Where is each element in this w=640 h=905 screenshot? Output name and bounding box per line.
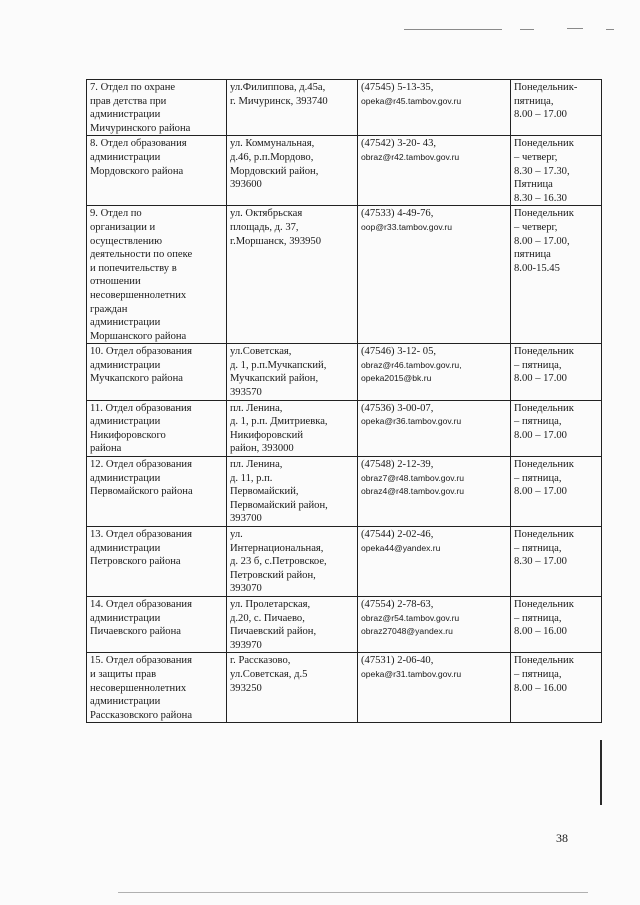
hours-cell <box>511 344 602 400</box>
email-address: obraz4@r48.tambov.gov.ru <box>361 486 464 497</box>
hours-line: Понедельник <box>514 459 574 471</box>
phone-number: (47548) 2-12-39, <box>361 459 434 471</box>
organization-line: 10. Отдел образования <box>90 346 192 358</box>
hours-line: 8.00 – 16.00 <box>514 626 567 638</box>
margin-line <box>600 740 602 805</box>
hours-cell <box>511 136 602 206</box>
organization-line: деятельности по опеке <box>90 249 193 261</box>
phone-number: (47545) 5-13-35, <box>361 82 434 93</box>
hours-cell <box>511 653 602 723</box>
address-cell <box>227 653 358 723</box>
address-line: 393600 <box>230 179 262 191</box>
hours-line: Понедельник <box>514 655 574 667</box>
hours-line: 8.30 – 17.30, <box>514 165 570 177</box>
organization-line: 9. Отдел по <box>90 208 142 220</box>
address-line: Мордовский район, <box>230 165 319 177</box>
address-line: Мучкапский район, <box>230 373 319 385</box>
contact-cell <box>358 400 511 456</box>
phone-number: (47546) 3-12- 05, <box>361 346 437 358</box>
address-cell <box>227 596 358 652</box>
phone-number: (47544) 2-02-46, <box>361 529 434 540</box>
organization-line: Мордовского района <box>90 165 184 177</box>
table-row <box>87 80 602 136</box>
scan-artifact-top <box>404 29 502 30</box>
guardianship-directory-table <box>86 79 602 723</box>
organization-cell <box>87 206 227 344</box>
scan-artifact-top-3 <box>567 28 583 29</box>
email-address: oop@r33.tambov.gov.ru <box>361 221 453 232</box>
phone-number: (47533) 4-49-76, <box>361 208 434 220</box>
organization-line: 8. Отдел образования <box>90 138 187 150</box>
address-line: район, 393000 <box>230 443 294 455</box>
hours-line: Понедельник <box>514 208 574 220</box>
phone-number: (47554) 2-78-63, <box>361 598 434 610</box>
organization-cell <box>87 457 227 527</box>
hours-line: 8.30 – 16.30 <box>514 192 567 204</box>
contact-cell <box>358 527 511 597</box>
organization-cell <box>87 136 227 206</box>
organization-cell <box>87 596 227 652</box>
address-cell <box>227 527 358 597</box>
address-line: пл. Ленина, <box>230 459 283 471</box>
address-line: д.46, р.п.Мордово, <box>230 151 314 163</box>
hours-line: – пятница, <box>514 359 562 371</box>
table-row <box>87 344 602 400</box>
table-row <box>87 596 602 652</box>
phone-number: (47536) 3-00-07, <box>361 402 434 414</box>
address-line: площадь, д. 37, <box>230 221 299 233</box>
organization-line: администрации <box>90 696 161 708</box>
hours-line: Пятница <box>514 179 553 191</box>
organization-line: администрации <box>90 472 161 484</box>
hours-line: 8.00 – 17.00 <box>514 429 567 441</box>
organization-line: Мичуринского района <box>90 122 191 134</box>
contact-cell <box>358 457 511 527</box>
contact-cell <box>358 653 511 723</box>
hours-line: Понедельник <box>514 529 574 540</box>
table-row <box>87 457 602 527</box>
contact-cell <box>358 136 511 206</box>
hours-line: 8.00 – 16.00 <box>514 682 567 694</box>
address-line: 393970 <box>230 639 262 651</box>
contact-cell <box>358 596 511 652</box>
address-line: ул.Филиппова, д.45а, <box>230 82 326 93</box>
organization-line: Мучкапского района <box>90 373 183 385</box>
hours-line: 8.00 – 17.00 <box>514 373 567 385</box>
email-address: obraz27048@yandex.ru <box>361 626 453 637</box>
address-line: ул.Советская, <box>230 346 292 358</box>
organization-line: 11. Отдел образования <box>90 402 192 414</box>
hours-cell <box>511 596 602 652</box>
email-address: obraz@r46.tambov.gov.ru, <box>361 359 462 370</box>
contact-cell <box>358 206 511 344</box>
hours-cell <box>511 80 602 136</box>
hours-line: – пятница, <box>514 612 562 624</box>
hours-cell <box>511 527 602 597</box>
organization-line: граждан <box>90 303 128 315</box>
hours-line: 8.00 – 17.00 <box>514 109 567 121</box>
organization-line: 13. Отдел образования <box>90 529 192 540</box>
hours-line: 8.30 – 17.00 <box>514 556 567 568</box>
organization-line: администрации <box>90 109 161 121</box>
address-line: Никифоровский <box>230 429 304 441</box>
organization-line: администрации <box>90 612 161 624</box>
hours-line: 8.00-15.45 <box>514 262 560 274</box>
address-line: д.20, с. Пичаево, <box>230 612 305 624</box>
organization-line: отношении <box>90 276 141 288</box>
scan-artifact-top-4 <box>606 29 614 30</box>
organization-line: администрации <box>90 542 161 554</box>
address-line: г.Моршанск, 393950 <box>230 235 322 247</box>
address-line: Интернациональная, <box>230 542 324 554</box>
phone-number: (47531) 2-06-40, <box>361 655 434 667</box>
organization-line: администрации <box>90 317 161 329</box>
organization-line: Рассказовского района <box>90 709 193 721</box>
email-address: obraz@r42.tambov.gov.ru <box>361 151 460 162</box>
organization-cell <box>87 344 227 400</box>
hours-line: Понедельник <box>514 402 574 414</box>
organization-line: Первомайского района <box>90 486 193 498</box>
phone-number: (47542) 3-20- 43, <box>361 138 437 150</box>
address-line: ул. Коммунальная, <box>230 138 315 150</box>
address-cell <box>227 457 358 527</box>
hours-line: – пятница, <box>514 542 562 554</box>
organization-line: 15. Отдел образования <box>90 655 192 667</box>
table-row <box>87 206 602 344</box>
table-row <box>87 653 602 723</box>
address-line: пл. Ленина, <box>230 402 283 414</box>
hours-line: 8.00 – 17.00, <box>514 235 570 247</box>
organization-cell <box>87 400 227 456</box>
scan-artifact-top-2 <box>520 29 534 30</box>
hours-line: Понедельник <box>514 346 574 358</box>
address-cell <box>227 80 358 136</box>
hours-line: Понедельник <box>514 138 574 150</box>
address-line: 393570 <box>230 387 262 399</box>
contact-cell <box>358 344 511 400</box>
scan-artifact-bottom <box>118 892 588 893</box>
hours-line: пятница <box>514 249 551 261</box>
page-number: 38 <box>556 831 568 845</box>
address-line: Пичаевский район, <box>230 626 317 638</box>
hours-cell <box>511 206 602 344</box>
address-line: г. Рассказово, <box>230 655 291 667</box>
email-address: opeka@r31.tambov.gov.ru <box>361 668 462 679</box>
organization-cell <box>87 80 227 136</box>
hours-cell <box>511 457 602 527</box>
address-cell <box>227 344 358 400</box>
hours-line: пятница, <box>514 95 554 107</box>
organization-line: 7. Отдел по охране <box>90 82 176 93</box>
address-line: 393250 <box>230 682 262 694</box>
organization-line: администрации <box>90 151 161 163</box>
organization-line: 12. Отдел образования <box>90 459 192 471</box>
organization-line: организации и <box>90 221 156 233</box>
email-address: obraz@r54.tambov.gov.ru <box>361 612 460 623</box>
address-line: ул.Советская, д.5 <box>230 668 308 680</box>
address-cell <box>227 206 358 344</box>
organization-line: Моршанского района <box>90 330 187 342</box>
hours-line: – пятница, <box>514 472 562 484</box>
organization-line: и попечительству в <box>90 262 177 274</box>
hours-cell <box>511 400 602 456</box>
address-cell <box>227 136 358 206</box>
organization-line: Петровского района <box>90 556 181 568</box>
address-line: д. 11, р.п. <box>230 472 273 484</box>
organization-line: прав детства при <box>90 95 167 107</box>
organization-line: 14. Отдел образования <box>90 598 192 610</box>
organization-line: района <box>90 443 122 455</box>
table-row <box>87 136 602 206</box>
hours-line: Понедельник <box>514 598 574 610</box>
email-address: opeka@r36.tambov.gov.ru <box>361 416 462 427</box>
address-line: Первомайский, <box>230 486 299 498</box>
email-address: opeka@r45.tambov.gov.ru <box>361 95 462 106</box>
hours-line: – пятница, <box>514 668 562 680</box>
address-line: д. 1, р.п. Дмитриевка, <box>230 416 328 428</box>
contact-cell <box>358 80 511 136</box>
organization-line: Пичаевского района <box>90 626 181 638</box>
address-line: ул. Октябрьская <box>230 208 303 220</box>
organization-line: и защиты прав <box>90 668 157 680</box>
address-line: ул. <box>230 529 243 540</box>
table-body <box>87 80 602 723</box>
organization-line: несовершеннолетних <box>90 682 187 694</box>
organization-line: администрации <box>90 416 161 428</box>
table-row <box>87 400 602 456</box>
address-line: д. 23 б, с.Петровское, <box>230 556 327 568</box>
address-line: Петровский район, <box>230 569 316 581</box>
table-row <box>87 527 602 597</box>
organization-line: несовершеннолетних <box>90 289 187 301</box>
organization-cell <box>87 527 227 597</box>
hours-line: – пятница, <box>514 416 562 428</box>
address-line: г. Мичуринск, 393740 <box>230 95 328 107</box>
hours-line: – четверг, <box>514 221 558 233</box>
organization-line: осуществлению <box>90 235 162 247</box>
address-line: Первомайский район, <box>230 499 328 511</box>
organization-line: администрации <box>90 359 161 371</box>
email-address: obraz7@r48.tambov.gov.ru <box>361 472 464 483</box>
address-line: 393700 <box>230 513 262 525</box>
email-address: opeka44@yandex.ru <box>361 542 441 553</box>
address-cell <box>227 400 358 456</box>
address-line: д. 1, р.п.Мучкапский, <box>230 359 327 371</box>
address-line: ул. Пролетарская, <box>230 598 311 610</box>
email-address: opeka2015@bk.ru <box>361 373 432 384</box>
organization-cell <box>87 653 227 723</box>
hours-line: Понедельник- <box>514 82 578 93</box>
hours-line: – четверг, <box>514 151 558 163</box>
organization-line: Никифоровского <box>90 429 166 441</box>
hours-line: 8.00 – 17.00 <box>514 486 567 498</box>
address-line: 393070 <box>230 583 262 595</box>
